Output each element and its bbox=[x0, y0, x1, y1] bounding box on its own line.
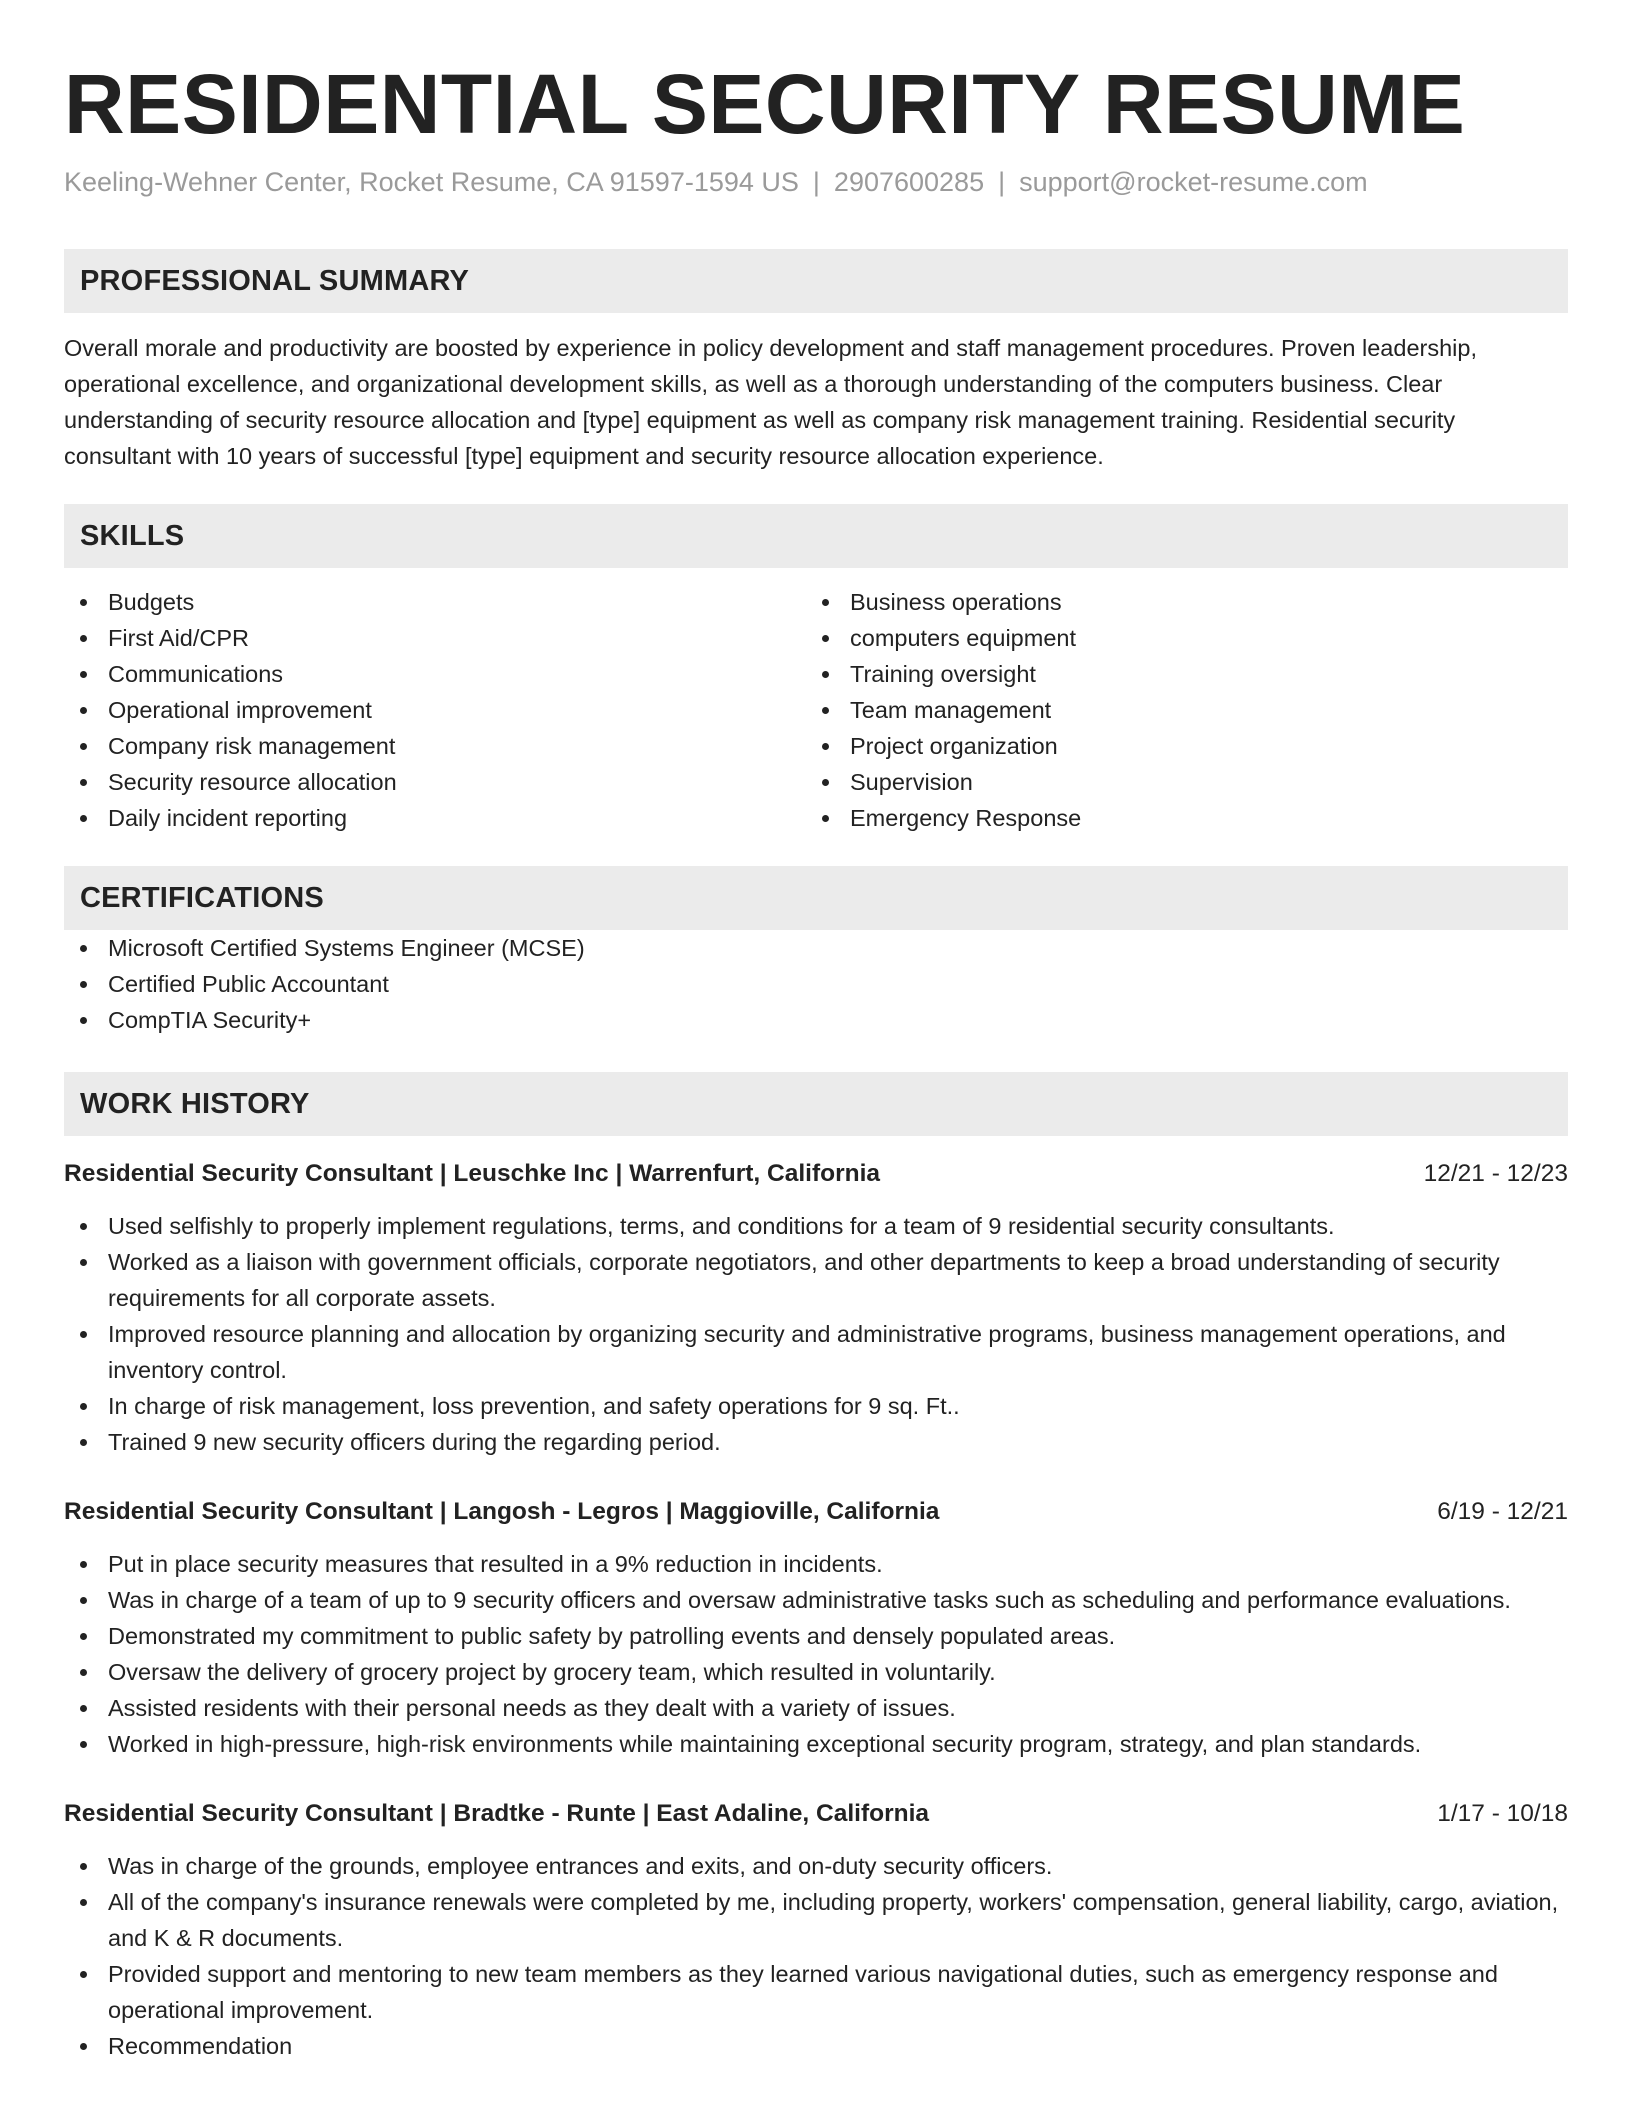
job-bullet: Put in place security measures that resulted in a 9% reduction in incidents. bbox=[64, 1546, 1568, 1582]
skills-column-right bbox=[806, 584, 1548, 836]
skill-item: computers equipment bbox=[806, 620, 1548, 656]
summary-text: Overall morale and productivity are boosted by experience in policy development and staff management procedures. Proven leadership, operational excellence, and organizational development skills, as well as a thorough understanding of the computers business. Clear understanding of security resource allocation and [type] equipment as well as company risk management training. Residential security consultant with 10 years of successful [type] equipment and security resource allocation experience. bbox=[64, 335, 1477, 469]
certifications-heading: CERTIFICATIONS bbox=[64, 866, 1568, 930]
job-title: Residential Security Consultant | Leuschke Inc | Warrenfurt, California bbox=[64, 1160, 881, 1187]
skills-heading: SKILLS bbox=[64, 504, 1568, 568]
job-header bbox=[64, 1796, 1568, 1832]
skill-item: Business operations bbox=[806, 584, 1548, 620]
contact-line bbox=[64, 164, 1568, 200]
skills-list-right bbox=[806, 584, 1548, 836]
skill-item: Daily incident reporting bbox=[64, 800, 806, 836]
job-bullet: Was in charge of a team of up to 9 security officers and oversaw administrative tasks such as scheduling and performance evaluations. bbox=[64, 1582, 1568, 1618]
certification-item: Certified Public Accountant bbox=[64, 966, 1568, 1002]
work-history-heading: WORK HISTORY bbox=[64, 1072, 1568, 1136]
job-entry bbox=[64, 1494, 1568, 1762]
resume-page bbox=[64, 0, 1568, 2064]
job-bullet: Provided support and mentoring to new team members as they learned various navigational duties, such as emergency response and operational improvement. bbox=[64, 1956, 1568, 2028]
contact-email: support@rocket-resume.com bbox=[1019, 167, 1368, 197]
skills-list-left bbox=[64, 584, 806, 836]
skill-item: First Aid/CPR bbox=[64, 620, 806, 656]
skills-columns bbox=[64, 584, 1568, 836]
job-dates: 6/19 - 12/21 bbox=[1437, 1498, 1568, 1525]
summary-heading: PROFESSIONAL SUMMARY bbox=[64, 249, 1568, 313]
job-bullet: In charge of risk management, loss prevention, and safety operations for 9 sq. Ft.. bbox=[64, 1388, 1568, 1424]
job-bullets bbox=[64, 1546, 1568, 1762]
skill-item: Emergency Response bbox=[806, 800, 1548, 836]
job-dates: 1/17 - 10/18 bbox=[1437, 1800, 1568, 1827]
job-bullets bbox=[64, 1208, 1568, 1460]
job-entry bbox=[64, 1156, 1568, 1460]
job-bullet: Recommendation bbox=[64, 2028, 1568, 2064]
skills-column-left bbox=[64, 584, 806, 836]
job-title: Residential Security Consultant | Langosh - Legros | Maggioville, California bbox=[64, 1498, 940, 1525]
skill-item: Training oversight bbox=[806, 656, 1548, 692]
skill-item: Company risk management bbox=[64, 728, 806, 764]
skill-item: Team management bbox=[806, 692, 1548, 728]
job-bullet: Assisted residents with their personal needs as they dealt with a variety of issues. bbox=[64, 1690, 1568, 1726]
contact-separator: | bbox=[812, 167, 820, 197]
skill-item: Communications bbox=[64, 656, 806, 692]
skill-item: Project organization bbox=[806, 728, 1548, 764]
skill-item: Budgets bbox=[64, 584, 806, 620]
job-dates: 12/21 - 12/23 bbox=[1423, 1160, 1568, 1187]
certifications-list bbox=[64, 930, 1568, 1038]
job-bullet: Used selfishly to properly implement regulations, terms, and conditions for a team of 9 residential security consultants. bbox=[64, 1208, 1568, 1244]
skill-item: Security resource allocation bbox=[64, 764, 806, 800]
job-bullet: Oversaw the delivery of grocery project by grocery team, which resulted in voluntarily. bbox=[64, 1654, 1568, 1690]
job-bullet: Trained 9 new security officers during the regarding period. bbox=[64, 1424, 1568, 1460]
job-header bbox=[64, 1156, 1568, 1192]
skill-item: Supervision bbox=[806, 764, 1548, 800]
contact-separator: | bbox=[998, 167, 1006, 197]
job-bullet: Improved resource planning and allocation by organizing security and administrative programs, business management operations, and inventory control. bbox=[64, 1316, 1568, 1388]
job-bullet: All of the company's insurance renewals were completed by me, including property, workers' compensation, general liability, cargo, aviation, and K & R documents. bbox=[64, 1884, 1568, 1956]
resume-title: RESIDENTIAL SECURITY RESUME bbox=[64, 57, 1466, 151]
job-bullet: Was in charge of the grounds, employee entrances and exits, and on-duty security officers. bbox=[64, 1848, 1568, 1884]
job-entry bbox=[64, 1796, 1568, 2064]
job-bullet: Demonstrated my commitment to public safety by patrolling events and densely populated areas. bbox=[64, 1618, 1568, 1654]
job-bullet: Worked in high-pressure, high-risk environments while maintaining exceptional security program, strategy, and plan standards. bbox=[64, 1726, 1568, 1762]
skill-item: Operational improvement bbox=[64, 692, 806, 728]
contact-phone: 2907600285 bbox=[833, 167, 985, 197]
job-title: Residential Security Consultant | Bradtke - Runte | East Adaline, California bbox=[64, 1800, 930, 1827]
job-header bbox=[64, 1494, 1568, 1530]
certification-item: Microsoft Certified Systems Engineer (MCSE) bbox=[64, 930, 1568, 966]
contact-address: Keeling-Wehner Center, Rocket Resume, CA 91597-1594 US bbox=[64, 167, 799, 197]
job-bullet: Worked as a liaison with government officials, corporate negotiators, and other departments to keep a broad understanding of security requirements for all corporate assets. bbox=[64, 1244, 1568, 1316]
certification-item: CompTIA Security+ bbox=[64, 1002, 1568, 1038]
job-bullets bbox=[64, 1848, 1568, 2064]
